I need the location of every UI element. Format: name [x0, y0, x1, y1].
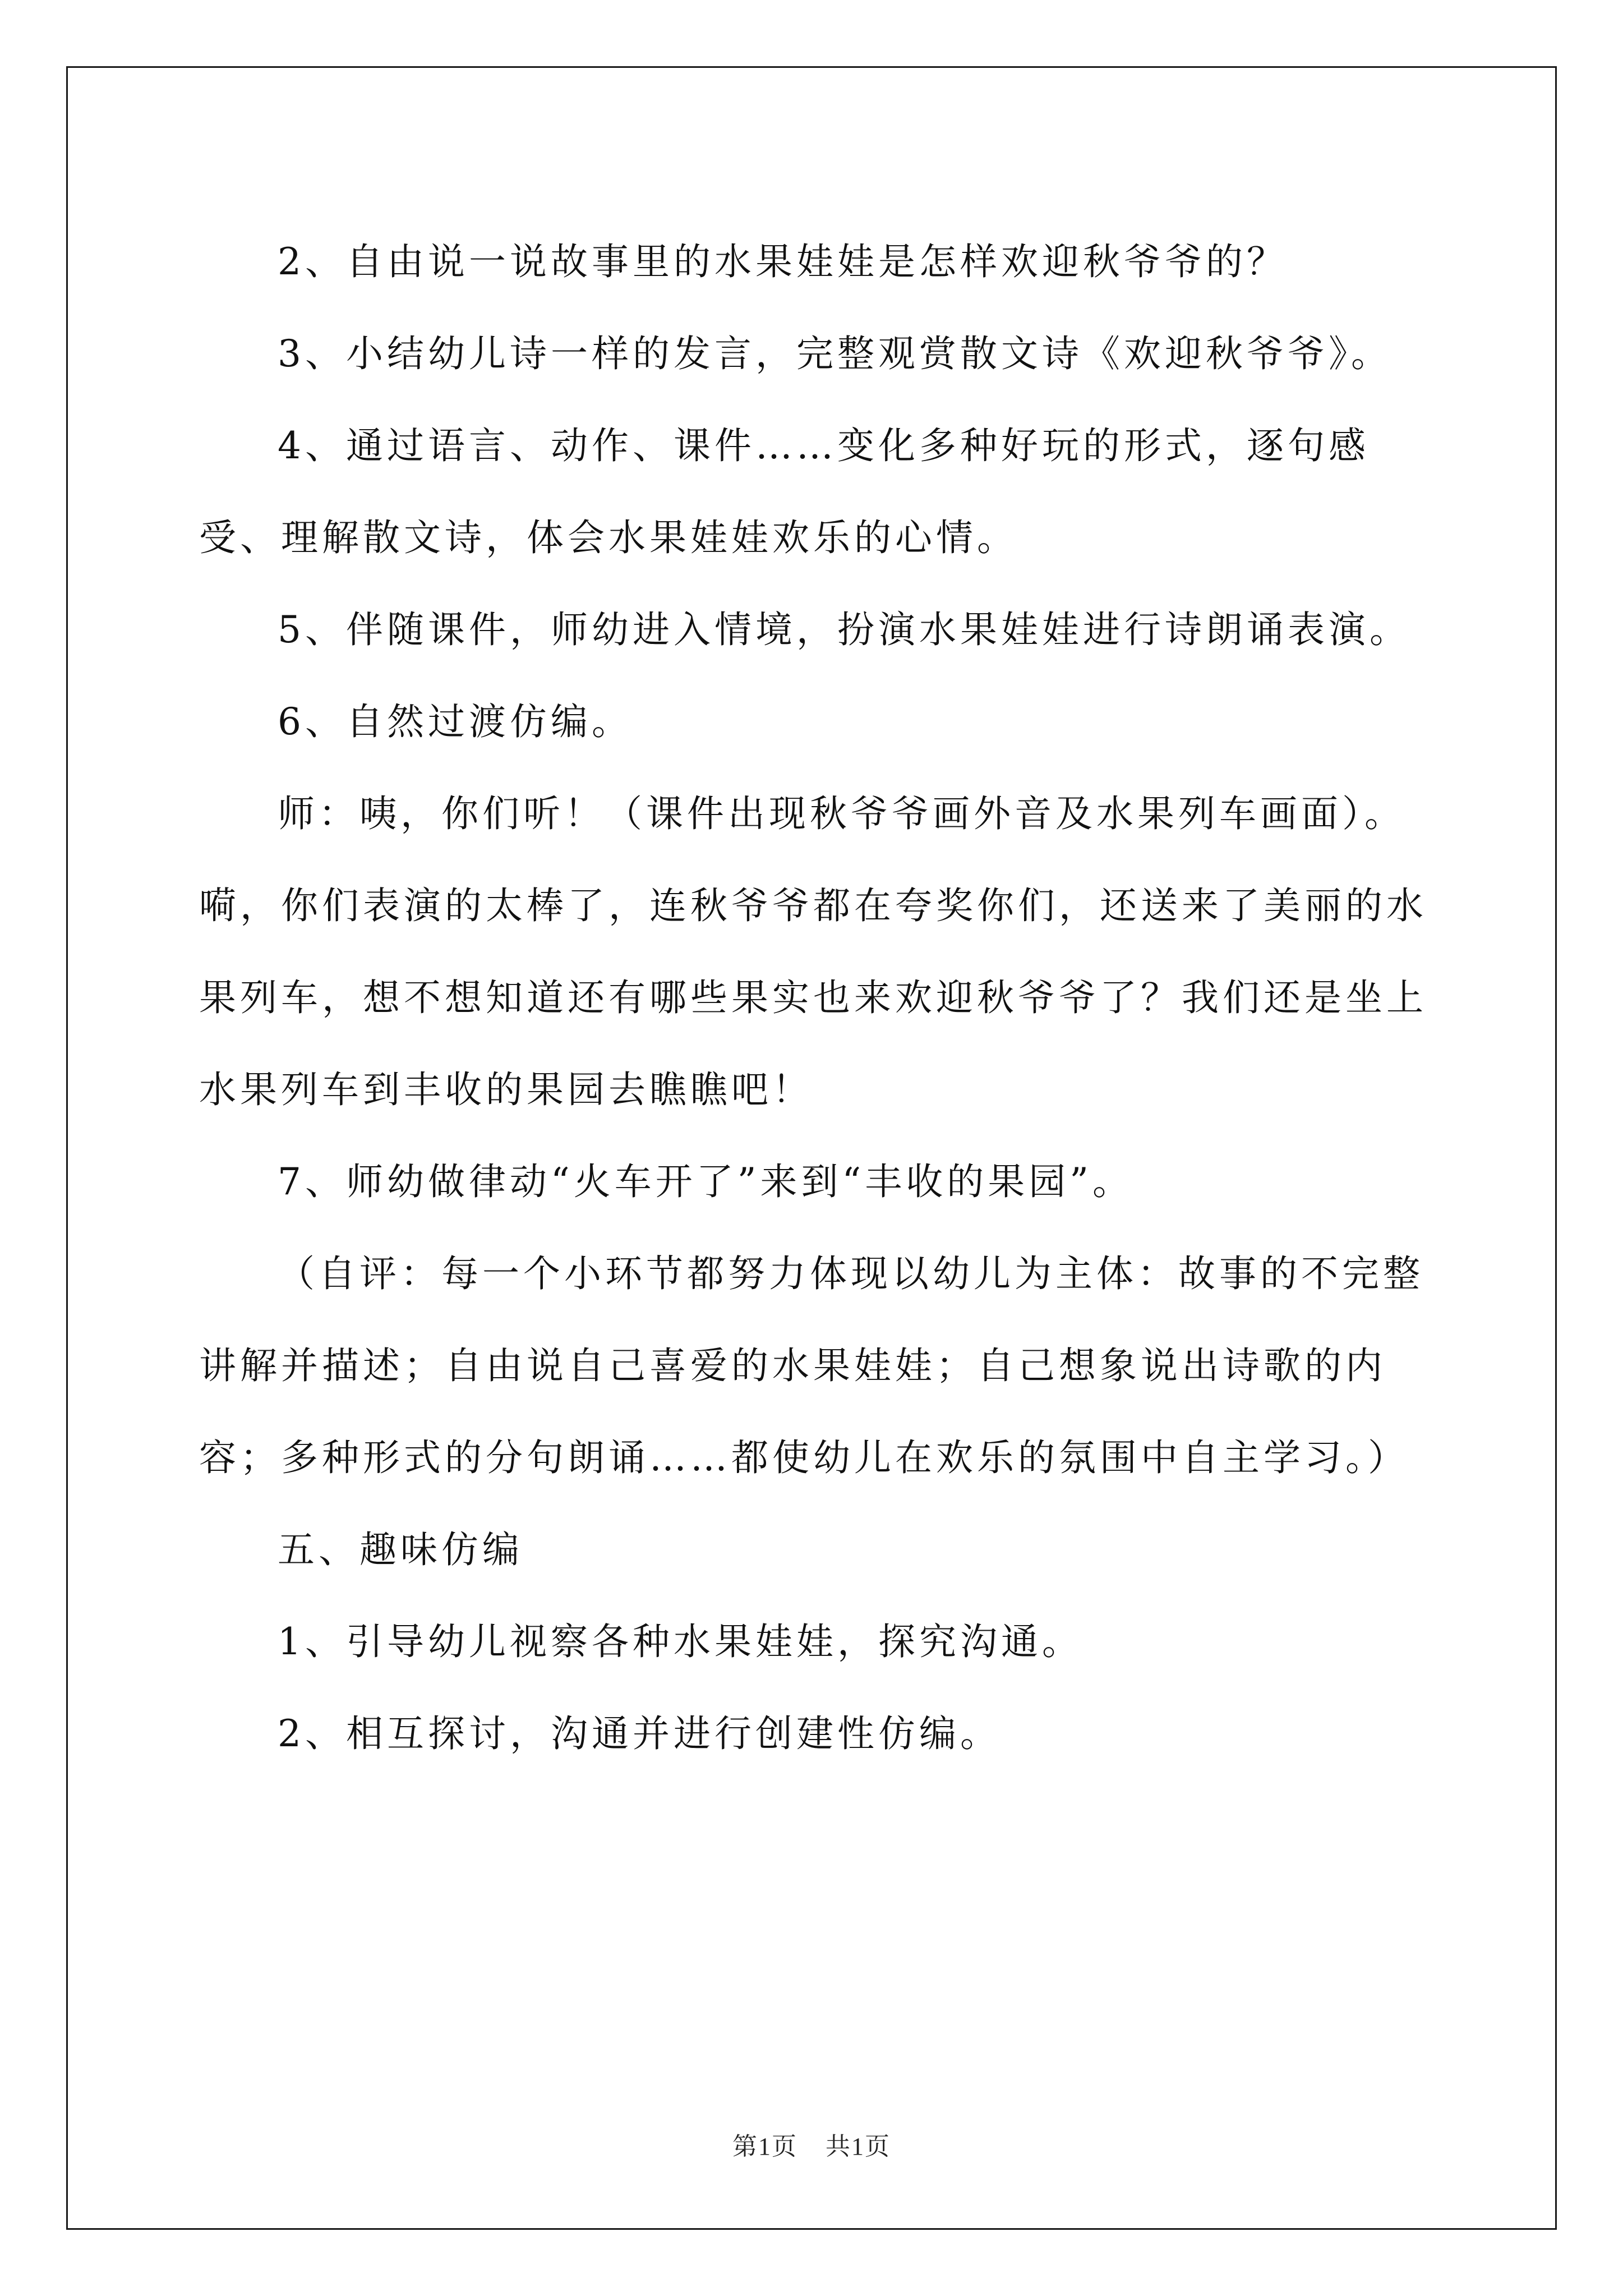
paragraph: （自评：每一个小环节都努力体现以幼儿为主体：故事的不完整讲解并描述；自由说自己喜爱的水果娃娃；自己想象说出诗歌的内容；多种形式的分句朗诵……都使幼儿在欢乐的氛围中自主学习。）: [199, 1252, 1424, 1479]
page-total: 共1页: [826, 2133, 891, 2160]
paragraph: 3、小结幼儿诗一样的发言，完整观赏散文诗《欢迎秋爷爷》。: [278, 332, 1392, 375]
paragraph: 2、相互探讨，沟通并进行创建性仿编。: [278, 1712, 1001, 1755]
paragraph: 2、自由说一说故事里的水果娃娃是怎样欢迎秋爷爷的？: [278, 240, 1288, 283]
paragraph: 7、师幼做律动“火车开了”来到“丰收的果园”。: [278, 1160, 1133, 1203]
paragraph: 6、自然过渡仿编。: [278, 700, 633, 743]
page-footer: [0, 2126, 1623, 2162]
paragraph: 5、伴随课件，师幼进入情境，扮演水果娃娃进行诗朗诵表演。: [278, 608, 1410, 651]
section-heading: 五、趣味仿编: [278, 1528, 523, 1571]
page-number: 第1页: [732, 2133, 797, 2160]
paragraph: 4、通过语言、动作、课件……变化多种好玩的形式，逐句感受、理解散文诗，体会水果娃娃欢乐的心情。: [199, 424, 1370, 559]
paragraph: 1、引导幼儿视察各种水果娃娃，探究沟通。: [278, 1620, 1083, 1663]
paragraph: 师：咦，你们听！（课件出现秋爷爷画外音及水果列车画面）。嗬，你们表演的太棒了，连秋爷爷都在夸奖你们，还送来了美丽的水果列车，想不想知道还有哪些果实也来欢迎秋爷爷了？我们还是坐上水果列车到丰收的果园去瞧瞧吧！: [199, 792, 1427, 1111]
document-body: [199, 216, 1450, 1780]
